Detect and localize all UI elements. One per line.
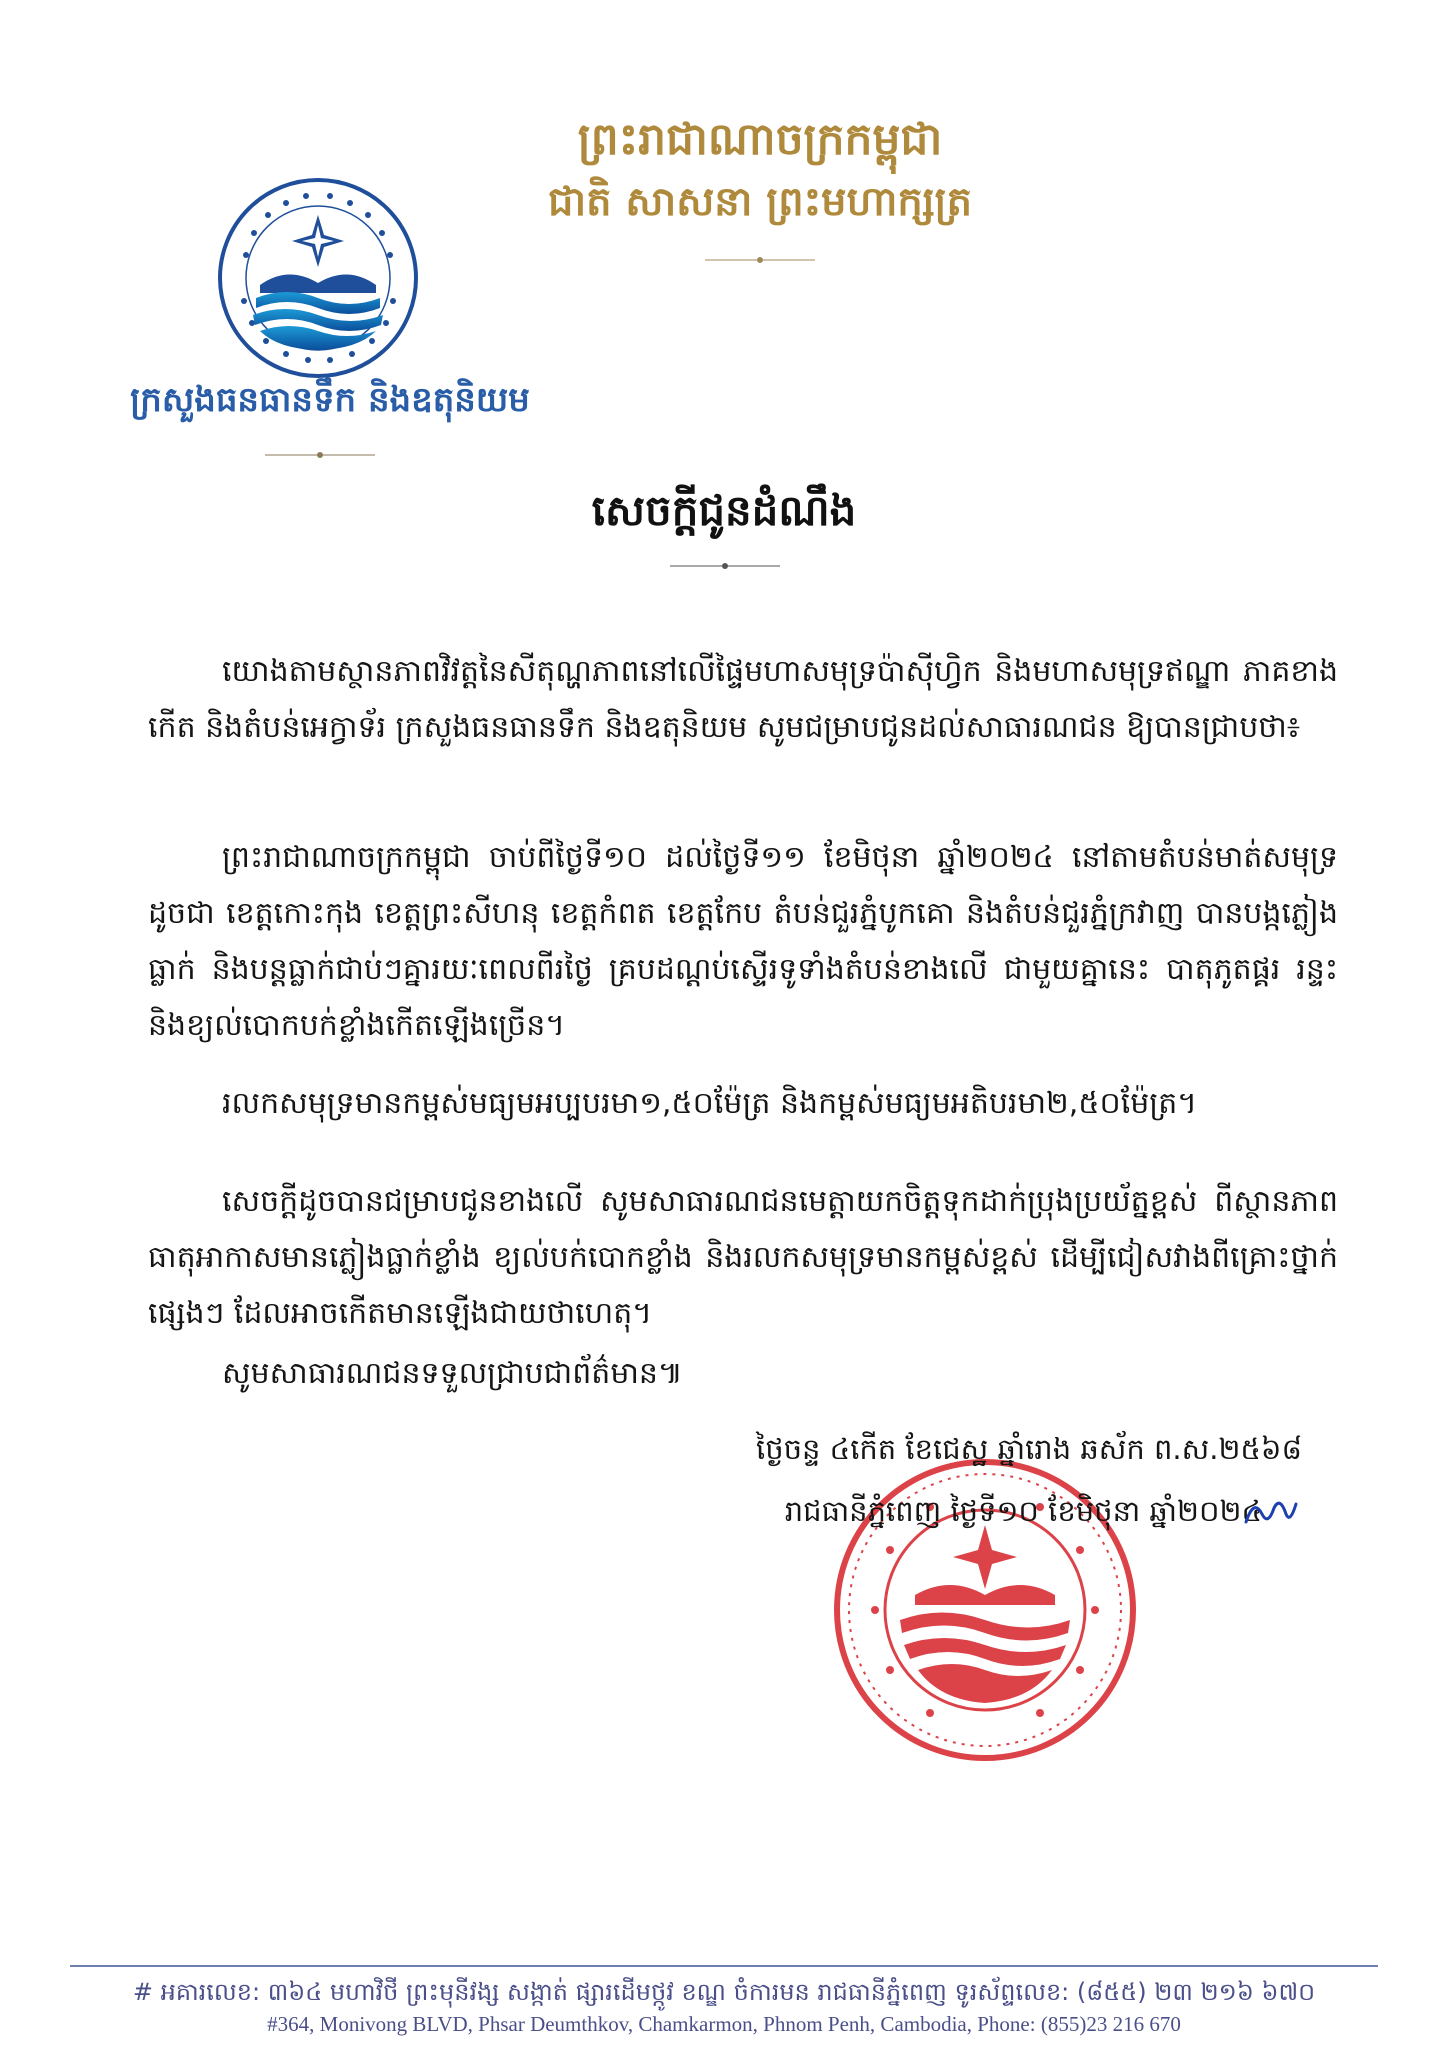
body-paragraph: រលកសមុទ្រមានកម្ពស់មធ្យមអប្បបរមា១,៥០ម៉ែត្រ និងកម្ពស់មធ្យមអតិបរមា២,៥០ម៉ែត្រ។: [222, 1086, 1198, 1121]
footer-divider: [70, 1965, 1378, 1967]
closing-paragraph: សូមសាធារណជនទទួលជ្រាបជាព័ត៌មាន៕: [222, 1356, 683, 1391]
body-paragraph: យោងតាមស្ថានភាពវិវត្តនៃសីតុណ្ហភាពនៅលើផ្ទៃមហាសមុទ្រប៉ាស៊ីហ្វិក និងមហាសមុទ្រឥណ្ឌា ភាគខាងកើត និងតំបន់អេក្វាទ័រ ក្រសួងធនធានទឹក និងឧតុនិយម សូមជម្រាបជូនដល់សាធារណជន ឱ្យបានជ្រាបថា៖: [148, 654, 1338, 745]
lunar-date: ថ្ងៃចន្ទ ៤កើត ខែជេស្ឋ ឆ្នាំរោង ឆស័ក ព.ស.២៥៦៨: [756, 1432, 1302, 1466]
kingdom-title: ព្រះរាជាណាចក្រកម្ពុជា: [577, 114, 943, 165]
national-motto: ជាតិ សាសនា ព្រះមហាក្សត្រ: [548, 178, 972, 225]
footer-address-khmer: # អគារលេខ: ៣៦៤ មហាវិថី ព្រះមុនីវង្ស សង្កាត់ ផ្សារដើមថ្កូវ ខណ្ឌ ចំការមន រាជធានីភ្នំពេញ ទូរស័ព្ទលេខ: (៨៥៥) ២៣ ២១៦ ៦៧០: [132, 1978, 1316, 2006]
body-paragraph: សេចក្តីដូចបានជម្រាបជូនខាងលើ សូមសាធារណជនមេត្តាយកចិត្តទុកដាក់ប្រុងប្រយ័ត្នខ្ពស់ ពីស្ថានភាពធាតុអាកាសមានភ្លៀងធ្លាក់ខ្លាំង ខ្យល់បក់បោកខ្លាំង និងរលកសមុទ្រមានកម្ពស់ខ្ពស់ ដើម្បីជៀសវាងពីគ្រោះថ្នាក់ផ្សេងៗ ដែលអាចកើតមានឡើងជាយថាហេតុ។: [148, 1184, 1338, 1331]
flourish-divider-icon: [665, 558, 785, 574]
flourish-divider-icon: [700, 252, 820, 268]
footer-address-english: #364, Monivong BLVD, Phsar Deumthkov, Chamkarmon, Phnom Penh, Cambodia, Phone: (855)23 216 670: [267, 2012, 1181, 2036]
body-paragraph: ព្រះរាជាណាចក្រកម្ពុជា ចាប់ពីថ្ងៃទី១០ ដល់ថ្ងៃទី១១ ខែមិថុនា ឆ្នាំ២០២៤ នៅតាមតំបន់មាត់សមុទ្រដូចជា ខេត្តកោះកុង ខេត្តព្រះសីហនុ ខេត្តកំពត ខេត្តកែប តំបន់ជួរភ្នំបូកគោ និងតំបន់ជួរភ្នំក្រវាញ បានបង្កភ្លៀងធ្លាក់ និងបន្តធ្លាក់ជាប់ៗគ្នារយៈពេលពីរថ្ងៃ គ្របដណ្តប់ស្ទើរទូទាំងតំបន់ខាងលើ ជាមួយគ្នានេះ បាតុភូតផ្គរ រន្ទះ និងខ្យល់បោកបក់ខ្លាំងកើតឡើងច្រើន។: [148, 840, 1338, 1043]
location-date: រាជធានីភ្នំពេញ ថ្ងៃទី១០ ខែមិថុនា ឆ្នាំ២០២៤: [784, 1494, 1262, 1528]
document-title: សេចក្តីជូនដំណឹង: [591, 486, 857, 535]
ministry-logo-icon: [198, 173, 438, 383]
signature-icon: [1240, 1492, 1300, 1532]
ministry-name: ក្រសួងធនធានទឹក និងឧតុនិយម: [130, 380, 530, 420]
flourish-divider-icon: [260, 447, 380, 463]
